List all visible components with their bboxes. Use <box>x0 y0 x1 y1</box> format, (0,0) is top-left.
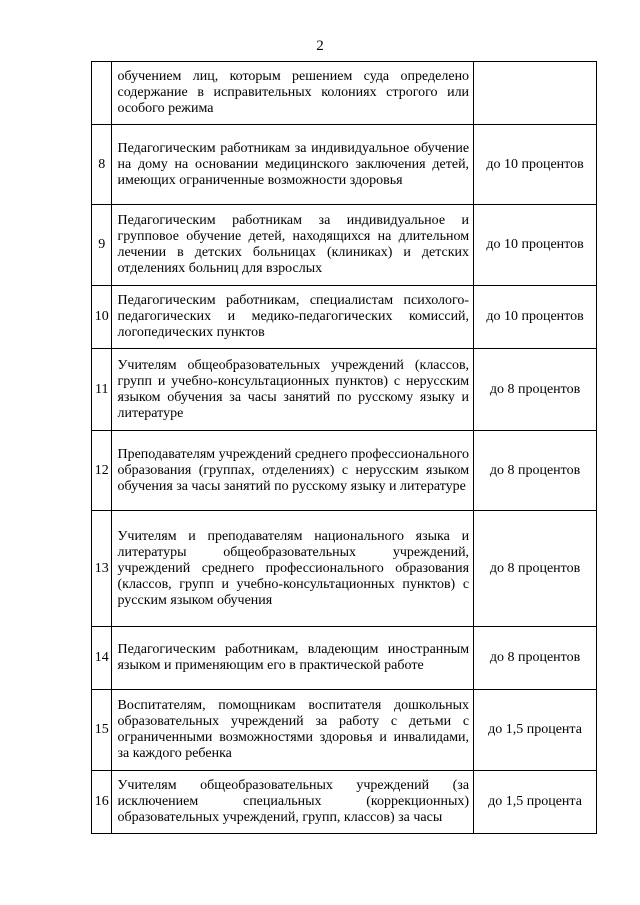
row-amount: до 1,5 процента <box>474 690 597 771</box>
table-row <box>92 205 597 286</box>
row-number: 10 <box>92 286 112 349</box>
row-number: 8 <box>92 125 112 205</box>
row-description: Учителям общеобразовательных учреждений (классов, групп и учебно-консультационных пунктов) с нерусским языком обучения за часы занятий по русскому языку и литературе <box>112 349 474 431</box>
row-description: Педагогическим работникам, специалистам психолого-педагогических и медико-педагогических комиссий, логопедических пунктов <box>112 286 474 349</box>
table-row <box>92 690 597 771</box>
row-amount: до 10 процентов <box>474 125 597 205</box>
row-number: 15 <box>92 690 112 771</box>
allowance-table <box>91 61 597 834</box>
row-number <box>92 62 112 125</box>
row-description: Педагогическим работникам, владеющим иностранным языком и применяющим его в практической работе <box>112 627 474 690</box>
row-description: обучением лиц, которым решением суда определено содержание в исправительных колониях строгого или особого режима <box>112 62 474 125</box>
table-row <box>92 627 597 690</box>
row-number: 16 <box>92 771 112 834</box>
row-amount: до 8 процентов <box>474 431 597 511</box>
row-description: Педагогическим работникам за индивидуальное и групповое обучение детей, находящихся на длительном лечении в детских больницах (клиниках) и детских отделениях больниц для взрослых <box>112 205 474 286</box>
row-number: 14 <box>92 627 112 690</box>
row-amount: до 1,5 процента <box>474 771 597 834</box>
table-row <box>92 286 597 349</box>
table-row <box>92 431 597 511</box>
row-amount <box>474 62 597 125</box>
table-row <box>92 62 597 125</box>
row-number: 11 <box>92 349 112 431</box>
row-number: 12 <box>92 431 112 511</box>
row-amount: до 8 процентов <box>474 349 597 431</box>
row-amount: до 8 процентов <box>474 511 597 627</box>
row-description: Преподавателям учреждений среднего профессионального образования (группах, отделениях) с нерусским языком обучения за часы занятий по русскому языку и литературе <box>112 431 474 511</box>
page-number: 2 <box>316 38 324 54</box>
table-row <box>92 125 597 205</box>
row-description: Учителям общеобразовательных учреждений (за исключением специальных (коррекционных) образовательных учреждений, групп, классов) за часы <box>112 771 474 834</box>
table-row <box>92 771 597 834</box>
row-number: 13 <box>92 511 112 627</box>
row-number: 9 <box>92 205 112 286</box>
row-amount: до 10 процентов <box>474 286 597 349</box>
row-description: Учителям и преподавателям национального языка и литературы общеобразовательных учреждений, учреждений среднего профессионального образования (классов, групп и учебно-консультационных пунктов) с русским языком обучения <box>112 511 474 627</box>
row-description: Педагогическим работникам за индивидуальное обучение на дому на основании медицинского заключения детей, имеющих ограниченные возможности здоровья <box>112 125 474 205</box>
table-row <box>92 511 597 627</box>
table-row <box>92 349 597 431</box>
row-amount: до 10 процентов <box>474 205 597 286</box>
row-amount: до 8 процентов <box>474 627 597 690</box>
row-description: Воспитателям, помощникам воспитателя дошкольных образовательных учреждений за работу с детьми с ограниченными возможностями здоровья и инвалидами, за каждого ребенка <box>112 690 474 771</box>
